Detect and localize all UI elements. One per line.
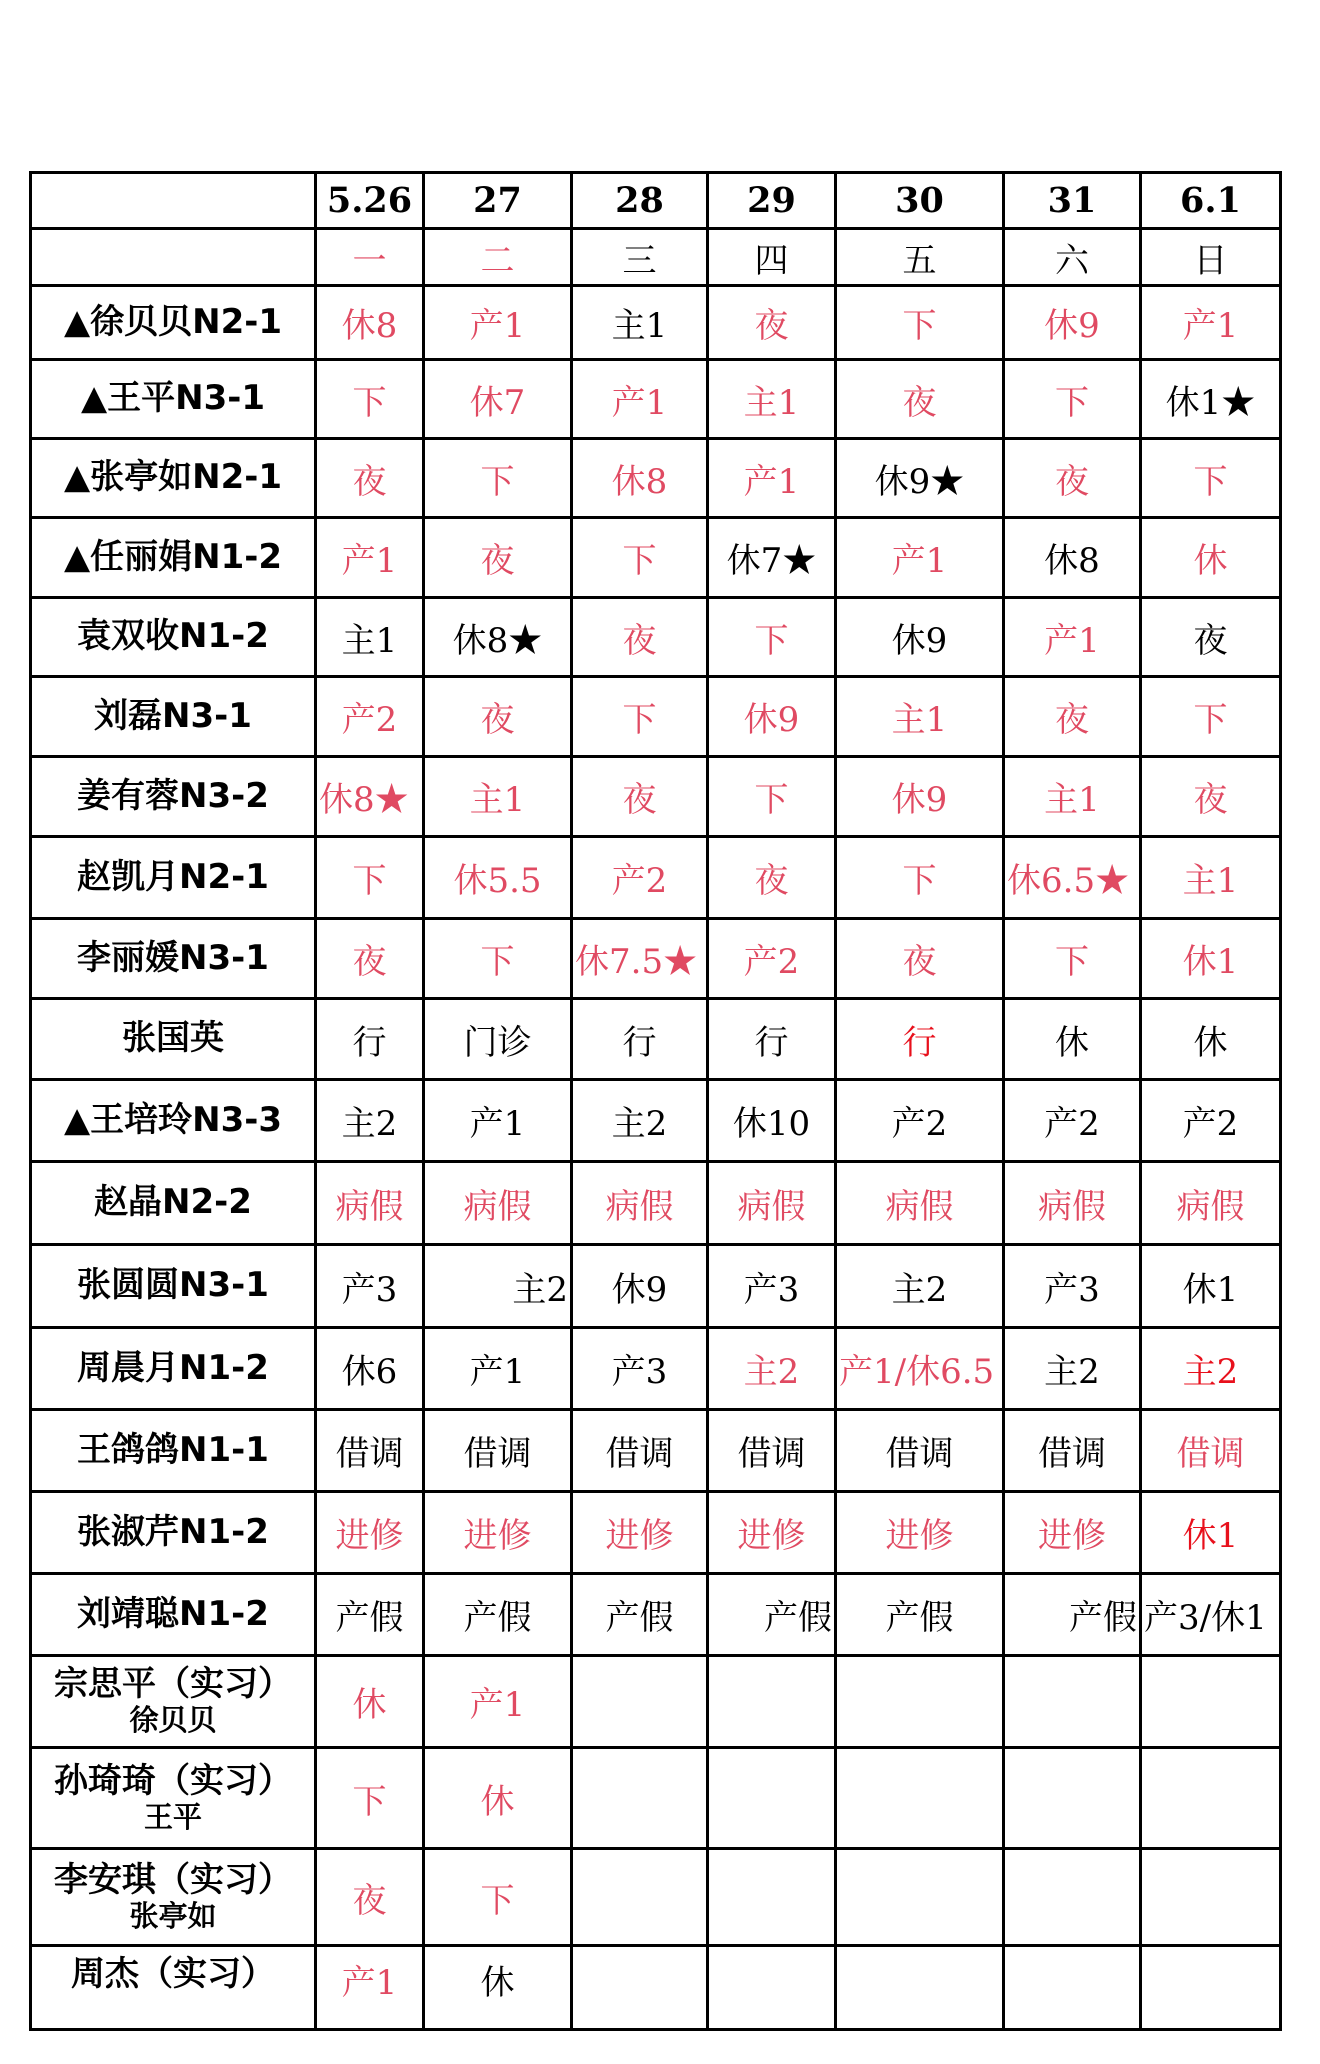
shift-cell: 夜: [1004, 439, 1141, 518]
shift-cell: 产假: [316, 1574, 424, 1656]
shift-cell: 进修: [1004, 1492, 1141, 1574]
date-header: 28: [572, 173, 708, 229]
shift-cell: 产1/休6.5: [836, 1328, 1004, 1410]
shift-cell: 主2: [708, 1328, 836, 1410]
date-header: 5.26: [316, 173, 424, 229]
shift-cell: 下: [836, 837, 1004, 919]
shift-cell: 产1: [424, 286, 572, 360]
staff-name: 张淑芹N1-2: [31, 1492, 316, 1574]
staff-name: 王鸽鸽N1-1: [31, 1410, 316, 1492]
shift-cell: 主2: [424, 1245, 572, 1328]
shift-cell: 主1: [424, 757, 572, 837]
shift-cell: [836, 1748, 1004, 1849]
shift-cell: 下: [424, 1849, 572, 1946]
intern-name: 李安琪（实习）: [54, 1859, 292, 1900]
shift-cell: [572, 1849, 708, 1946]
shift-cell: 主1: [1004, 757, 1141, 837]
corner-cell: [31, 173, 316, 229]
shift-cell: 夜: [316, 919, 424, 999]
date-header: 31: [1004, 173, 1141, 229]
shift-cell: 下: [316, 360, 424, 439]
shift-cell: 休: [424, 1748, 572, 1849]
shift-cell: 休6.5★: [1004, 837, 1141, 919]
shift-cell: 休9: [836, 598, 1004, 677]
shift-cell: 休7★: [708, 518, 836, 598]
staff-name: ▲张亭如N2-1: [31, 439, 316, 518]
shift-cell: 产2: [836, 1080, 1004, 1162]
staff-name: 刘磊N3-1: [31, 677, 316, 757]
shift-cell: 主1: [836, 677, 1004, 757]
shift-cell: 夜: [424, 518, 572, 598]
shift-cell: 借调: [1141, 1410, 1281, 1492]
shift-cell: 夜: [572, 598, 708, 677]
shift-cell: 借调: [1004, 1410, 1141, 1492]
shift-cell: 休10: [708, 1080, 836, 1162]
intern-name: 周杰（实习）: [71, 1954, 275, 1994]
shift-cell: 主2: [1141, 1328, 1281, 1410]
shift-cell: 休9: [708, 677, 836, 757]
shift-cell: 休8: [1004, 518, 1141, 598]
shift-cell: [836, 1656, 1004, 1748]
staff-name: 周晨月N1-2: [31, 1328, 316, 1410]
shift-cell: 进修: [708, 1492, 836, 1574]
shift-cell: 夜: [1141, 598, 1281, 677]
shift-cell: 产1: [316, 1946, 424, 2030]
shift-cell: 进修: [836, 1492, 1004, 1574]
shift-cell: 主1: [708, 360, 836, 439]
shift-cell: 夜: [1004, 677, 1141, 757]
shift-cell: 下: [316, 837, 424, 919]
shift-cell: 借调: [424, 1410, 572, 1492]
shift-cell: 下: [708, 598, 836, 677]
date-header: 29: [708, 173, 836, 229]
shift-cell: 休9★: [836, 439, 1004, 518]
shift-cell: [708, 1946, 836, 2030]
shift-cell: 借调: [836, 1410, 1004, 1492]
shift-cell: 产1: [708, 439, 836, 518]
intern-mentor: 徐贝贝: [129, 1703, 217, 1738]
staff-name: 姜有蓉N3-2: [31, 757, 316, 837]
shift-cell: 产3: [708, 1245, 836, 1328]
shift-cell: 产2: [708, 919, 836, 999]
shift-cell: 主2: [572, 1080, 708, 1162]
shift-cell: [572, 1946, 708, 2030]
shift-cell: 产3: [1004, 1245, 1141, 1328]
shift-cell: 产假: [836, 1574, 1004, 1656]
staff-name: 张圆圆N3-1: [31, 1245, 316, 1328]
shift-cell: [708, 1748, 836, 1849]
weekday-header: 六: [1004, 229, 1141, 286]
shift-cell: 产1: [836, 518, 1004, 598]
shift-cell: 下: [572, 518, 708, 598]
shift-cell: 休7.5★: [572, 919, 708, 999]
shift-cell: 休: [316, 1656, 424, 1748]
shift-cell: [1004, 1946, 1141, 2030]
shift-cell: 下: [424, 919, 572, 999]
shift-cell: 下: [1004, 919, 1141, 999]
shift-cell: 进修: [424, 1492, 572, 1574]
shift-cell: 夜: [836, 919, 1004, 999]
shift-cell: 休1★: [1141, 360, 1281, 439]
shift-cell: [708, 1656, 836, 1748]
shift-cell: 夜: [708, 286, 836, 360]
shift-cell: 病假: [424, 1162, 572, 1245]
shift-cell: 产3/休1: [1141, 1574, 1281, 1656]
shift-cell: 休9: [572, 1245, 708, 1328]
staff-name: 赵晶N2-2: [31, 1162, 316, 1245]
shift-cell: 产3: [316, 1245, 424, 1328]
shift-cell: 下: [1004, 360, 1141, 439]
shift-cell: 产假: [1004, 1574, 1141, 1656]
shift-cell: 主1: [572, 286, 708, 360]
shift-cell: 进修: [316, 1492, 424, 1574]
shift-cell: 病假: [708, 1162, 836, 1245]
shift-cell: [1141, 1849, 1281, 1946]
shift-cell: 门诊: [424, 999, 572, 1080]
weekday-header: 二: [424, 229, 572, 286]
shift-cell: 产1: [316, 518, 424, 598]
shift-cell: 下: [316, 1748, 424, 1849]
date-header: 6.1: [1141, 173, 1281, 229]
shift-cell: 夜: [836, 360, 1004, 439]
shift-cell: 下: [572, 677, 708, 757]
shift-cell: 主2: [1004, 1328, 1141, 1410]
shift-cell: 产2: [316, 677, 424, 757]
staff-name: 李丽媛N3-1: [31, 919, 316, 999]
shift-cell: 休: [1141, 999, 1281, 1080]
shift-cell: 产3: [572, 1328, 708, 1410]
shift-cell: 夜: [1141, 757, 1281, 837]
date-header: 27: [424, 173, 572, 229]
shift-cell: 产1: [572, 360, 708, 439]
staff-name: ▲任丽娟N1-2: [31, 518, 316, 598]
intern-mentor: 张亭如: [129, 1898, 217, 1933]
shift-cell: 借调: [316, 1410, 424, 1492]
shift-cell: 产假: [708, 1574, 836, 1656]
intern-name: 孙琦琦（实习）: [54, 1760, 292, 1801]
shift-cell: 休8★: [424, 598, 572, 677]
weekday-header: 一: [316, 229, 424, 286]
shift-cell: 产假: [572, 1574, 708, 1656]
shift-cell: [1141, 1946, 1281, 2030]
shift-cell: 行: [572, 999, 708, 1080]
shift-cell: 夜: [316, 439, 424, 518]
shift-cell: [708, 1849, 836, 1946]
shift-cell: 主1: [316, 598, 424, 677]
shift-cell: [1004, 1748, 1141, 1849]
shift-cell: [836, 1849, 1004, 1946]
roster-table: [29, 171, 1282, 2031]
shift-cell: [572, 1656, 708, 1748]
shift-cell: 病假: [836, 1162, 1004, 1245]
staff-name: 刘靖聪N1-2: [31, 1574, 316, 1656]
intern-name-cell: [31, 1656, 316, 1748]
intern-name: 宗思平（实习）: [54, 1664, 292, 1705]
date-header: 30: [836, 173, 1004, 229]
shift-cell: 病假: [1141, 1162, 1281, 1245]
shift-cell: 夜: [424, 677, 572, 757]
shift-cell: 病假: [572, 1162, 708, 1245]
shift-cell: 休1: [1141, 1245, 1281, 1328]
shift-cell: 主1: [1141, 837, 1281, 919]
weekday-header: 三: [572, 229, 708, 286]
shift-cell: 病假: [316, 1162, 424, 1245]
intern-name-cell: [31, 1946, 316, 2030]
shift-cell: 产1: [424, 1656, 572, 1748]
shift-cell: 下: [708, 757, 836, 837]
shift-cell: 下: [1141, 439, 1281, 518]
shift-cell: [1141, 1748, 1281, 1849]
shift-cell: 休: [1141, 518, 1281, 598]
shift-cell: [836, 1946, 1004, 2030]
weekday-header: 四: [708, 229, 836, 286]
shift-cell: 休: [424, 1946, 572, 2030]
shift-cell: [572, 1748, 708, 1849]
shift-cell: 下: [1141, 677, 1281, 757]
shift-cell: 产假: [424, 1574, 572, 1656]
shift-cell: [1004, 1656, 1141, 1748]
weekday-header: 五: [836, 229, 1004, 286]
shift-cell: 休9: [836, 757, 1004, 837]
staff-name: 赵凯月N2-1: [31, 837, 316, 919]
shift-cell: 休8: [572, 439, 708, 518]
intern-name-cell: [31, 1849, 316, 1946]
shift-cell: 夜: [708, 837, 836, 919]
shift-cell: 产1: [1141, 286, 1281, 360]
shift-cell: 进修: [572, 1492, 708, 1574]
shift-cell: 下: [424, 439, 572, 518]
shift-cell: 休8★: [316, 757, 424, 837]
intern-name-cell: [31, 1748, 316, 1849]
staff-name: ▲王培玲N3-3: [31, 1080, 316, 1162]
shift-cell: 产1: [1004, 598, 1141, 677]
shift-cell: 病假: [1004, 1162, 1141, 1245]
shift-cell: 产2: [572, 837, 708, 919]
shift-cell: 借调: [708, 1410, 836, 1492]
shift-cell: 主2: [836, 1245, 1004, 1328]
shift-cell: 夜: [316, 1849, 424, 1946]
corner-cell-weekday: [31, 229, 316, 286]
shift-cell: 休1: [1141, 1492, 1281, 1574]
shift-cell: [1141, 1656, 1281, 1748]
intern-mentor: 王平: [143, 1799, 202, 1834]
weekday-header: 日: [1141, 229, 1281, 286]
shift-cell: 产1: [424, 1080, 572, 1162]
shift-cell: 产2: [1141, 1080, 1281, 1162]
shift-cell: 下: [836, 286, 1004, 360]
shift-cell: 主2: [316, 1080, 424, 1162]
staff-name: 张国英: [31, 999, 316, 1080]
shift-cell: [1004, 1849, 1141, 1946]
shift-cell: 休9: [1004, 286, 1141, 360]
shift-cell: 行: [708, 999, 836, 1080]
shift-cell: 行: [836, 999, 1004, 1080]
shift-cell: 产2: [1004, 1080, 1141, 1162]
shift-cell: 休1: [1141, 919, 1281, 999]
shift-cell: 休8: [316, 286, 424, 360]
shift-cell: 休: [1004, 999, 1141, 1080]
staff-name: ▲王平N3-1: [31, 360, 316, 439]
shift-cell: 休7: [424, 360, 572, 439]
staff-name: ▲徐贝贝N2-1: [31, 286, 316, 360]
shift-cell: 休5.5: [424, 837, 572, 919]
staff-name: 袁双收N1-2: [31, 598, 316, 677]
shift-cell: 产1: [424, 1328, 572, 1410]
shift-cell: 夜: [572, 757, 708, 837]
shift-cell: 休6: [316, 1328, 424, 1410]
shift-cell: 行: [316, 999, 424, 1080]
shift-cell: 借调: [572, 1410, 708, 1492]
